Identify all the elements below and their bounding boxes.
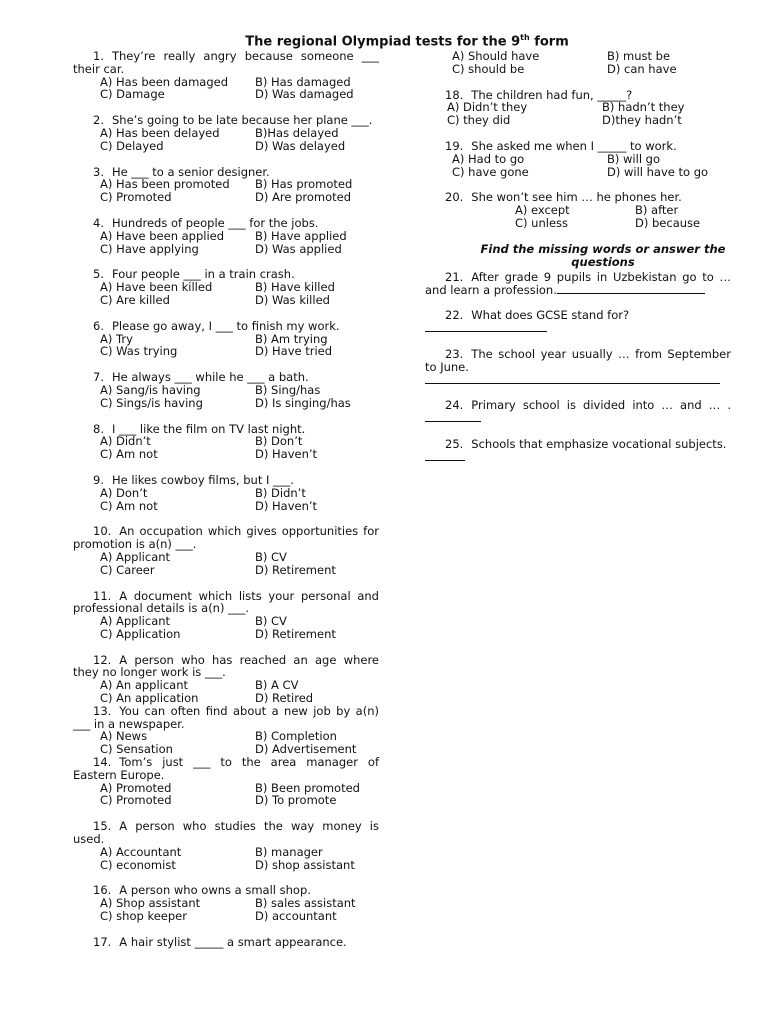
option-d[interactable]: D) can have [607,61,677,76]
option-a[interactable]: A) Had to go [452,151,525,166]
option-b[interactable]: B) manager [255,844,323,859]
option-c[interactable]: C) they did [447,113,511,128]
question-25: 25. Schools that emphasize vocational subjects. [425,438,731,464]
right-column [425,50,731,477]
option-b[interactable]: B) Has promoted [255,177,353,192]
option-b[interactable]: B) Have killed [255,280,335,295]
question-7: 7. He always ___ while he ___ a bath. A) Sang/is having B) Sing/has C) Sings/is having D) Is singing/has [73,371,379,409]
option-b[interactable]: B) CV [255,549,287,564]
option-b[interactable]: B) Been promoted [255,780,360,795]
option-d[interactable]: D) Haven’t [255,447,318,462]
option-a[interactable]: A) Didn’t they [447,100,528,115]
option-d[interactable]: D) Retirement [255,626,336,641]
option-d[interactable]: D) will have to go [607,164,709,179]
option-c[interactable]: C) Sensation [100,742,173,757]
option-b[interactable]: B) Don’t [255,434,303,449]
option-b[interactable]: B) CV [255,614,287,629]
question-10: 10. An occupation which gives opportunities for promotion is a(n) ___. A) Applicant B) CV C) Career D) Retirement [73,524,379,577]
question-17-options [425,50,731,76]
option-d[interactable]: D) Retirement [255,562,336,577]
option-c[interactable]: C) Have applying [100,241,199,256]
answer-blank[interactable] [425,374,720,384]
option-a[interactable]: A) Don’t [100,485,148,500]
option-a[interactable]: A) Didn’t [100,434,151,449]
option-d[interactable]: D) To promote [255,793,337,808]
option-a[interactable]: A) Applicant [100,549,171,564]
option-a[interactable]: A) Applicant [100,614,171,629]
option-c[interactable]: C) unless [515,215,569,230]
question-5: 5. Four people ___ in a train crash. A) Have been killed B) Have killed C) Are killed D) Was killed [73,268,379,306]
option-a[interactable]: A) Promoted [100,780,172,795]
question-11: 11. A document which lists your personal and professional details is a(n) ___. A) Applicant B) CV C) Application D) Retirement [73,588,379,641]
option-b[interactable]: B) Completion [255,729,337,744]
option-d[interactable]: D) accountant [255,909,337,924]
option-b[interactable]: B) must be [607,49,671,63]
page-title: The regional Olympiad tests for the 9th form [245,33,569,50]
question-9: 9. He likes cowboy films, but I ___. A) Don’t B) Didn’t C) Am not D) Haven’t [73,474,379,512]
question-22: 22. What does GCSE stand for? [425,309,731,335]
option-a[interactable]: A) Have been killed [100,280,213,295]
option-a[interactable]: A) News [100,729,148,744]
option-a[interactable]: A) Should have [452,49,540,63]
option-c[interactable]: C) Application [100,626,181,641]
option-a[interactable]: A) An applicant [100,678,189,693]
option-d[interactable]: D) because [635,215,701,230]
question-3: 3. He ___ to a senior designer. A) Has been promoted B) Has promoted C) Promoted D) Are promoted [73,166,379,204]
option-b[interactable]: B) after [635,203,679,218]
question-23: 23. The school year usually … from September to June. [425,348,731,386]
question-13: 13. You can often find about a new job by a(n) ___ in a newspaper. A) News B) Completion C) Sensation D) Advertisement [73,703,379,757]
answer-blank[interactable] [425,451,465,461]
answer-blank[interactable] [425,322,547,332]
question-2: 2. She’s going to be late because her plane ___. A) Has been delayed B)Has delayed C) Delayed D) Was delayed [73,114,379,152]
question-1: 1. They’re really angry because someone ___ their car. A) Has been damaged B) Has damaged C) Damage D) Was damaged [73,49,379,102]
option-b[interactable]: B) Has damaged [255,74,351,89]
question-24: 24. Primary school is divided into … and … . [425,399,731,425]
option-a[interactable]: A) except [515,203,570,218]
option-c[interactable]: C) Sings/is having [100,395,203,410]
option-d[interactable]: D)they hadn’t [602,113,682,128]
option-b[interactable]: B) Didn’t [255,485,306,500]
question-4: 4. Hundreds of people ___ for the jobs. A) Have been applied B) Have applied C) Have applying D) Was applied [73,217,379,255]
question-16: 16. A person who owns a small shop. A) Shop assistant B) sales assistant C) shop keeper D) accountant [73,884,379,922]
answer-blank[interactable] [425,412,481,422]
question-8: 8. I ___ like the film on TV last night. A) Didn’t B) Don’t C) Am not D) Haven’t [73,423,379,461]
option-b[interactable]: B) A CV [255,678,299,693]
option-d[interactable]: D) Are promoted [255,190,352,205]
option-d[interactable]: D) Was damaged [255,87,354,102]
option-b[interactable]: B) hadn’t they [602,100,685,115]
option-b[interactable]: B) Am trying [255,331,328,346]
option-b[interactable]: B) will go [607,151,661,166]
question-21: 21. After grade 9 pupils in Uzbekistan go to … and learn a profession. [425,269,731,297]
option-b[interactable]: B)Has delayed [255,125,339,140]
option-c[interactable]: C) Damage [100,87,165,102]
option-c[interactable]: C) Delayed [100,138,164,153]
question-6: 6. Please go away, I ___ to finish my work. A) Try B) Am trying C) Was trying D) Have tried [73,320,379,358]
option-d[interactable]: D) Haven’t [255,498,318,513]
question-12: 12. A person who has reached an age where they no longer work is ___. A) An applicant B) A CV C) An application D) Retired [73,652,379,706]
option-b[interactable]: B) sales assistant [255,896,356,911]
question-20: 20. She won’t see him … he phones her. A) except B) after C) unless D) because [425,191,731,229]
option-a[interactable]: A) Has been damaged [100,74,229,89]
option-c[interactable]: C) shop keeper [100,909,187,924]
option-a[interactable]: A) Has been delayed [100,125,220,140]
option-d[interactable]: D) Advertisement [255,742,357,757]
section-heading: Find the missing words or answer the questions [480,241,726,269]
left-column [73,50,379,949]
answer-blank[interactable] [557,284,705,294]
option-c[interactable]: C) Am not [100,498,158,513]
option-d[interactable]: D) Was applied [255,241,342,256]
option-c[interactable]: C) Am not [100,447,158,462]
option-d[interactable]: D) Was killed [255,292,330,307]
option-d[interactable]: D) Retired [255,691,314,706]
option-c[interactable]: C) Are killed [100,292,170,307]
option-c[interactable]: C) Career [100,562,155,577]
option-a[interactable]: A) Sang/is having [100,382,201,397]
option-a[interactable]: A) Has been promoted [100,177,230,192]
question-19: 19. She asked me when I _____ to work. A) Had to go B) will go C) have gone D) will have to go [425,140,731,178]
option-b[interactable]: B) Sing/has [255,382,321,397]
question-15: 15. A person who studies the way money is used. A) Accountant B) manager C) economist D) shop assistant [73,819,379,872]
option-a[interactable]: A) Try [100,331,133,346]
option-d[interactable]: D) Have tried [255,344,333,359]
question-14: 14. Tom’s just ___ to the area manager of Eastern Europe. A) Promoted B) Been promoted C) Promoted D) To promote [73,755,379,808]
option-c[interactable]: C) Promoted [100,793,172,808]
option-d[interactable]: D) shop assistant [255,857,355,872]
option-c[interactable]: C) Promoted [100,190,172,205]
option-c[interactable]: C) An application [100,691,199,706]
option-d[interactable]: D) Is singing/has [255,395,351,410]
option-a[interactable]: A) Accountant [100,844,182,859]
option-c[interactable]: C) have gone [452,164,529,179]
option-c[interactable]: C) should be [452,61,525,76]
option-c[interactable]: C) economist [100,857,176,872]
option-d[interactable]: D) Was delayed [255,138,346,153]
option-b[interactable]: B) Have applied [255,228,347,243]
option-c[interactable]: C) Was trying [100,344,178,359]
question-18: 18. The children had fun, _____? A) Didn’t they B) hadn’t they C) they did D)they hadn’t [425,89,731,127]
option-a[interactable]: A) Shop assistant [100,896,201,911]
option-a[interactable]: A) Have been applied [100,228,225,243]
question-17: 17. A hair stylist _____ a smart appearance. [93,934,347,949]
